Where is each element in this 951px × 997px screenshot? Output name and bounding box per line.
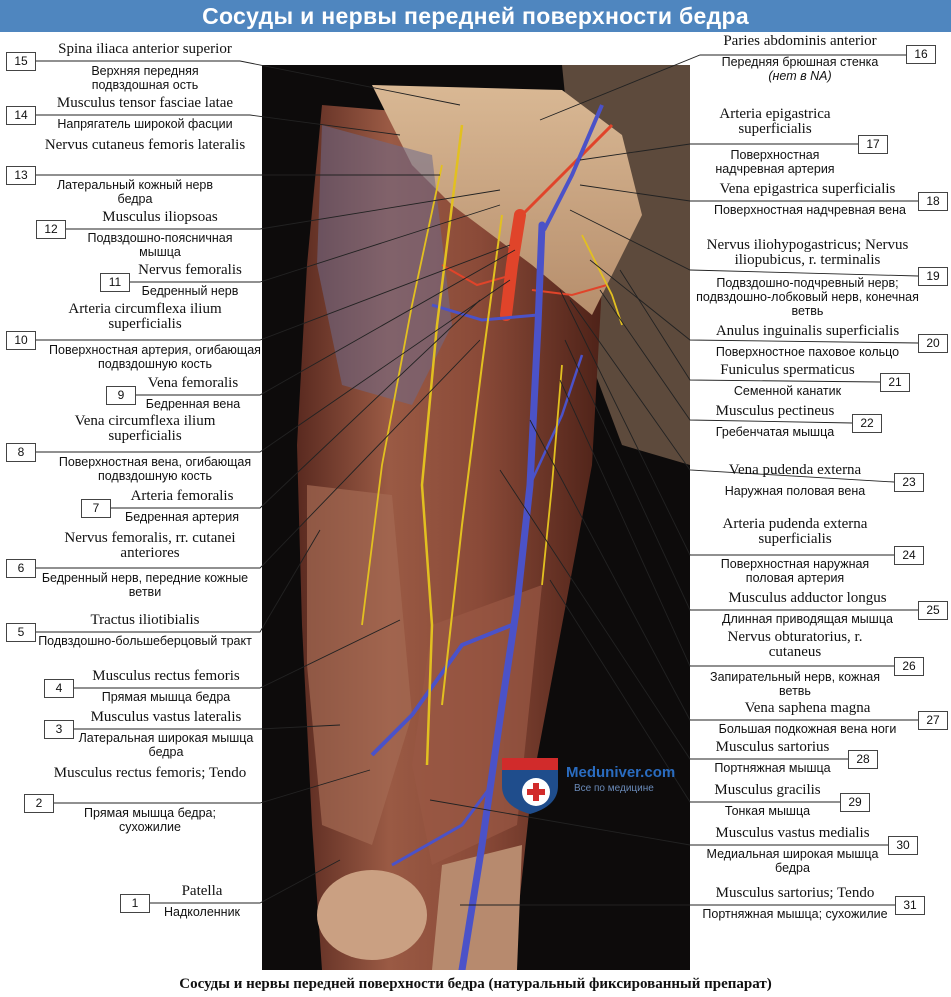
shield-cross-icon xyxy=(498,752,562,816)
label-number-9: 9 xyxy=(106,386,136,405)
meduniver-logo xyxy=(498,752,708,816)
label-russian-vastus-medialis: Медиальная широкая мышца бедра xyxy=(706,847,879,875)
label-russian-n-cutaneus-lateralis: Латеральный кожный нерв бедра xyxy=(56,178,214,206)
label-russian-gracilis: Тонкая мышца xyxy=(724,804,811,818)
label-russian-n-obturatorius: Запирательный нерв, кожная ветвь xyxy=(710,670,880,698)
label-number-19: 19 xyxy=(918,267,948,286)
label-latin-rr-cutanei: Nervus femoralis, rr. cutanei anteriores xyxy=(64,530,236,561)
label-latin-v-circumflexa: Vena circumflexa ilium superficialis xyxy=(74,413,216,444)
label-latin-pectineus: Musculus pectineus xyxy=(715,403,835,419)
label-number-8: 8 xyxy=(6,443,36,462)
label-russian-paries-abdominis: Передняя брюшная стенка xyxy=(721,55,879,69)
label-number-22: 22 xyxy=(852,414,882,433)
label-latin-n-iliohypogastricus: Nervus iliohypogastricus; Nervus iliopubicus, r. terminalis xyxy=(706,237,909,268)
label-russian-patella: Надколенник xyxy=(163,905,241,919)
label-russian-rectus-femoris: Прямая мышца бедра xyxy=(101,690,231,704)
label-russian-anulus-inguinalis: Поверхностное паховое кольцо xyxy=(715,345,900,359)
label-latin-rectus-femoris: Musculus rectus femoris xyxy=(92,668,240,684)
label-latin-anulus-inguinalis: Anulus inguinalis superficialis xyxy=(715,323,900,339)
label-number-4: 4 xyxy=(44,679,74,698)
label-russian-v-femoralis: Бедренная вена xyxy=(145,397,241,411)
label-russian-v-epigastrica: Поверхностная надчревная вена xyxy=(714,203,906,217)
label-number-1: 1 xyxy=(120,894,150,913)
label-latin-vastus-medialis: Musculus vastus medialis xyxy=(715,825,870,841)
label-russian-a-circumflexa: Поверхностная артерия, огибающая подвздошную кость xyxy=(49,343,261,371)
label-russian-iliopsoas: Подвздошно-поясничная мышца xyxy=(87,231,233,259)
label-latin-v-femoralis: Vena femoralis xyxy=(147,375,239,391)
label-number-5: 5 xyxy=(6,623,36,642)
label-russian-rr-cutanei: Бедренный нерв, передние кожные ветви xyxy=(41,571,249,599)
label-number-28: 28 xyxy=(848,750,878,769)
label-latin-a-circumflexa: Arteria circumflexa ilium superficialis xyxy=(68,301,222,332)
label-note-paries-abdominis: (нет в NA) xyxy=(768,69,832,83)
label-number-7: 7 xyxy=(81,499,111,518)
label-latin-funiculus: Funiculus spermaticus xyxy=(720,362,855,378)
logo-name: Meduniver.com xyxy=(566,764,676,781)
label-latin-paries-abdominis: Paries abdominis anterior xyxy=(723,33,877,49)
label-russian-spina-iliaca: Верхняя передняя подвздошная ость xyxy=(91,64,199,92)
label-number-31: 31 xyxy=(895,896,925,915)
label-number-14: 14 xyxy=(6,106,36,125)
label-number-15: 15 xyxy=(6,52,36,71)
label-latin-v-epigastrica: Vena epigastrica superficialis xyxy=(719,181,896,197)
label-russian-a-femoralis: Бедренная артерия xyxy=(125,510,239,524)
label-number-16: 16 xyxy=(906,45,936,64)
label-latin-v-pudenda: Vena pudenda externa xyxy=(728,462,862,478)
label-latin-vastus-lateralis: Musculus vastus lateralis xyxy=(90,709,242,725)
label-number-29: 29 xyxy=(840,793,870,812)
label-latin-sartorius: Musculus sartorius xyxy=(715,739,830,755)
label-russian-vastus-lateralis: Латеральная широкая мышца бедра xyxy=(78,731,254,759)
label-russian-sartorius-tendo: Портняжная мышца; сухожилие xyxy=(702,907,888,921)
label-latin-iliopsoas: Musculus iliopsoas xyxy=(102,209,218,225)
label-russian-sartorius: Портняжная мышца xyxy=(714,761,831,775)
label-russian-adductor-longus: Длинная приводящая мышца xyxy=(722,612,893,626)
label-number-2: 2 xyxy=(24,794,54,813)
label-number-17: 17 xyxy=(858,135,888,154)
label-latin-a-epigastrica: Arteria epigastrica superficialis xyxy=(719,106,831,137)
page-title: Сосуды и нервы передней поверхности бедра xyxy=(202,3,749,29)
label-number-20: 20 xyxy=(918,334,948,353)
label-number-30: 30 xyxy=(888,836,918,855)
label-russian-n-iliohypogastricus: Подвздошно-подчревный нерв; подвздошно-лобковый нерв, конечная ветвь xyxy=(696,276,919,318)
label-number-13: 13 xyxy=(6,166,36,185)
logo-tagline: Все по медицине xyxy=(574,783,654,794)
label-number-10: 10 xyxy=(6,331,36,350)
figure-caption: Сосуды и нервы передней поверхности бедра (натуральный фиксированный препарат) xyxy=(179,976,772,992)
label-latin-rectus-tendo: Musculus rectus femoris; Tendo xyxy=(53,765,247,781)
label-number-24: 24 xyxy=(894,546,924,565)
label-latin-adductor-longus: Musculus adductor longus xyxy=(728,590,887,606)
label-russian-v-saphena: Большая подкожная вена ноги xyxy=(718,722,897,736)
label-latin-tensor-fasciae: Musculus tensor fasciae latae xyxy=(56,95,234,111)
label-number-26: 26 xyxy=(894,657,924,676)
label-number-27: 27 xyxy=(918,711,948,730)
label-latin-spina-iliaca: Spina iliaca anterior superior xyxy=(58,41,232,57)
label-russian-rectus-tendo: Прямая мышца бедра; сухожилие xyxy=(84,806,216,834)
label-number-11: 11 xyxy=(100,273,130,292)
label-russian-v-circumflexa: Поверхностная вена, огибающая подвздошную кость xyxy=(58,455,252,483)
label-russian-tensor-fasciae: Напрягатель широкой фасции xyxy=(57,117,233,131)
label-number-12: 12 xyxy=(36,220,66,239)
label-latin-patella: Patella xyxy=(181,883,223,899)
label-latin-n-obturatorius: Nervus obturatorius, r. cutaneus xyxy=(727,629,863,660)
label-number-25: 25 xyxy=(918,601,948,620)
label-latin-tractus-iliotibialis: Tractus iliotibialis xyxy=(90,612,200,628)
label-russian-a-pudenda: Поверхностная наружная половая артерия xyxy=(720,557,870,585)
label-latin-sartorius-tendo: Musculus sartorius; Tendo xyxy=(715,885,875,901)
label-russian-n-femoralis: Бедренный нерв xyxy=(141,284,239,298)
label-latin-a-pudenda: Arteria pudenda externa superficialis xyxy=(722,516,868,547)
label-number-18: 18 xyxy=(918,192,948,211)
label-latin-a-femoralis: Arteria femoralis xyxy=(130,488,234,504)
label-number-21: 21 xyxy=(880,373,910,392)
label-number-23: 23 xyxy=(894,473,924,492)
label-russian-v-pudenda: Наружная половая вена xyxy=(724,484,866,498)
label-number-3: 3 xyxy=(44,720,74,739)
label-latin-v-saphena: Vena saphena magna xyxy=(744,700,871,716)
label-russian-pectineus: Гребенчатая мышца xyxy=(715,425,835,439)
label-latin-n-femoralis: Nervus femoralis xyxy=(138,262,242,278)
label-number-6: 6 xyxy=(6,559,36,578)
label-russian-tractus-iliotibialis: Подвздошно-большеберцовый тракт xyxy=(38,634,252,648)
label-russian-a-epigastrica: Поверхностная надчревная артерия xyxy=(715,148,835,176)
label-russian-funiculus: Семенной канатик xyxy=(733,384,842,398)
label-latin-gracilis: Musculus gracilis xyxy=(714,782,821,798)
label-latin-n-cutaneus-lateralis: Nervus cutaneus femoris lateralis xyxy=(44,137,246,153)
